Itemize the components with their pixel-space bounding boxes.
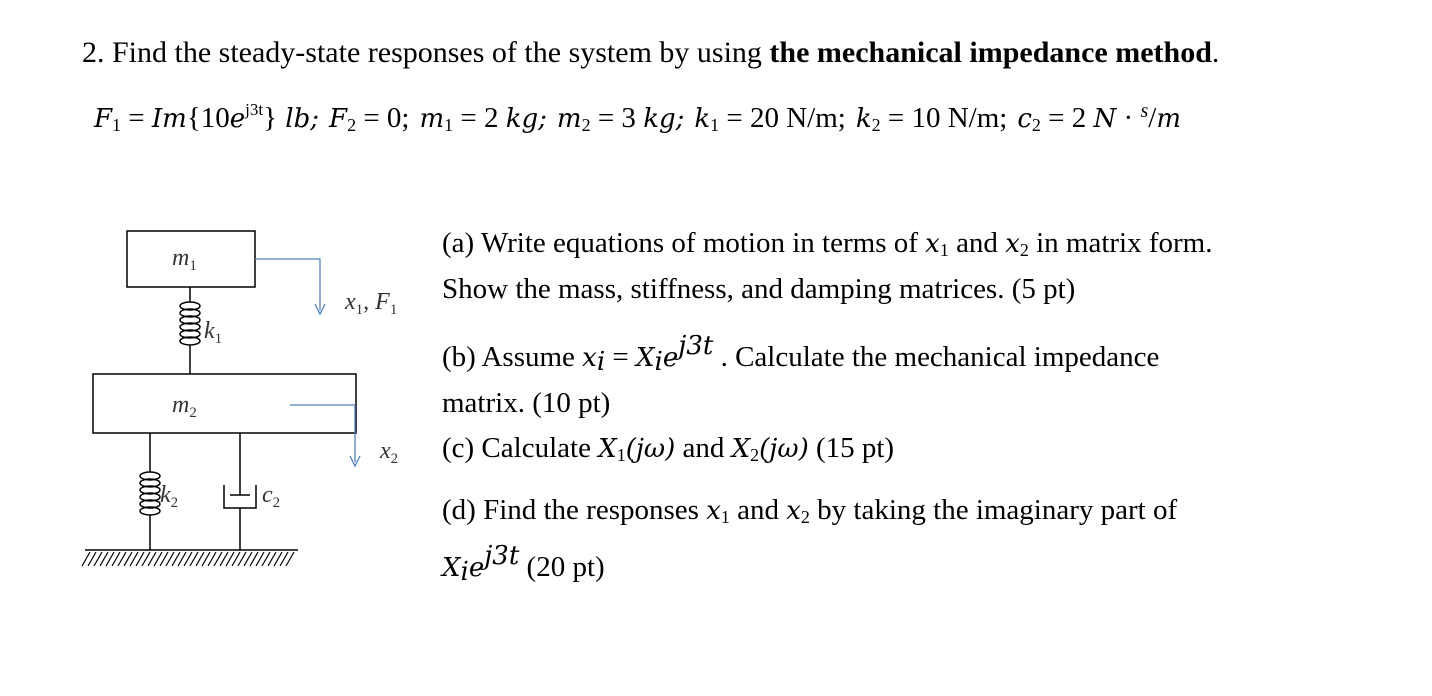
problem-period: . bbox=[1211, 36, 1220, 69]
spring-k2-icon bbox=[140, 472, 160, 515]
given-k2-rest: = 10 N/m; bbox=[880, 102, 1008, 134]
mass-m2-label: $m_2$ bbox=[172, 392, 197, 421]
given-F1-im: Im bbox=[151, 104, 187, 134]
given-m1: m bbox=[419, 104, 445, 134]
spring-k1-icon bbox=[180, 302, 200, 345]
given-F2-rest: = 0; bbox=[356, 102, 410, 134]
given-m1-unit: kg; bbox=[505, 104, 547, 134]
given-c2-rest: = 2 bbox=[1040, 102, 1094, 134]
mass-m2-box bbox=[93, 374, 356, 433]
given-m1-sub: 1 bbox=[444, 115, 454, 135]
given-F1-eq: = bbox=[121, 102, 152, 134]
given-c2-N: N bbox=[1093, 104, 1117, 134]
given-c2-s: s bbox=[1140, 100, 1149, 122]
mass-m1-label: $m_1$ bbox=[172, 245, 197, 274]
given-F1-exp: j3t bbox=[245, 100, 264, 119]
spring-k2-label: $k_2$ bbox=[160, 482, 179, 511]
given-c2-slash: / bbox=[1148, 102, 1157, 134]
given-m2-rest: = 3 bbox=[590, 102, 644, 134]
given-k1: k bbox=[694, 104, 711, 134]
given-m1-rest: = 2 bbox=[453, 102, 506, 134]
given-c2-m: m bbox=[1156, 104, 1181, 134]
x2-label: $x_2$ bbox=[380, 438, 399, 467]
ground-hatch bbox=[82, 552, 294, 566]
given-c2-dot: · bbox=[1116, 102, 1141, 134]
given-F2: F bbox=[329, 104, 348, 134]
part-c: (c) Calculate $X_1(j\omega)$ and $X_2(j\omega)$ (15 pt) bbox=[442, 432, 895, 465]
part-a: (a) Write equations of motion in terms of $x_1$ and $x_2$ in matrix form. Show the mass, stiffness, and damping matrices. (5 pt) bbox=[442, 227, 1213, 305]
given-k2-sub: 2 bbox=[871, 115, 881, 135]
given-m2-sub: 2 bbox=[581, 115, 591, 135]
given-F1-close: } bbox=[263, 102, 278, 134]
given-k1-sub: 1 bbox=[710, 115, 720, 135]
given-m2: m bbox=[556, 104, 582, 134]
given-F1-e: e bbox=[229, 104, 246, 134]
part-d: (d) Find the responses $x_1$ and $x_2$ by taking the imaginary part of $X_ie^{j3t}$ (20 pt) bbox=[442, 494, 1178, 587]
x1-F1-label: $x_1$, $F_1$ bbox=[345, 289, 398, 318]
damper-c2-icon bbox=[224, 433, 256, 550]
given-k1-rest: = 20 N/m; bbox=[719, 102, 846, 134]
given-c2-sub: 2 bbox=[1031, 115, 1041, 135]
mass-spring-damper-diagram bbox=[0, 0, 460, 600]
given-F1-open: {10 bbox=[186, 102, 230, 134]
given-F2-sub: 2 bbox=[347, 115, 357, 135]
given-F1-unit: lb; bbox=[277, 104, 320, 134]
given-c2: c bbox=[1017, 104, 1032, 134]
given-k2: k bbox=[855, 104, 872, 134]
part-b: (b) Assume $x_i = X_ie^{j3t}$ . Calculate the mechanical impedance matrix. (10 pt) bbox=[442, 331, 1160, 419]
problem-method-bold: the mechanical impedance method bbox=[769, 36, 1212, 69]
problem-heading-text: 2. Find the steady-state responses of the system by using bbox=[82, 36, 770, 69]
given-F1: F bbox=[94, 104, 113, 134]
spring-k1-label: $k_1$ bbox=[204, 318, 223, 347]
x1-indicator-line bbox=[255, 259, 320, 310]
given-m2-unit: kg; bbox=[643, 104, 685, 134]
damper-c2-label: $c_2$ bbox=[262, 482, 281, 511]
given-F1-sub: 1 bbox=[112, 115, 122, 135]
